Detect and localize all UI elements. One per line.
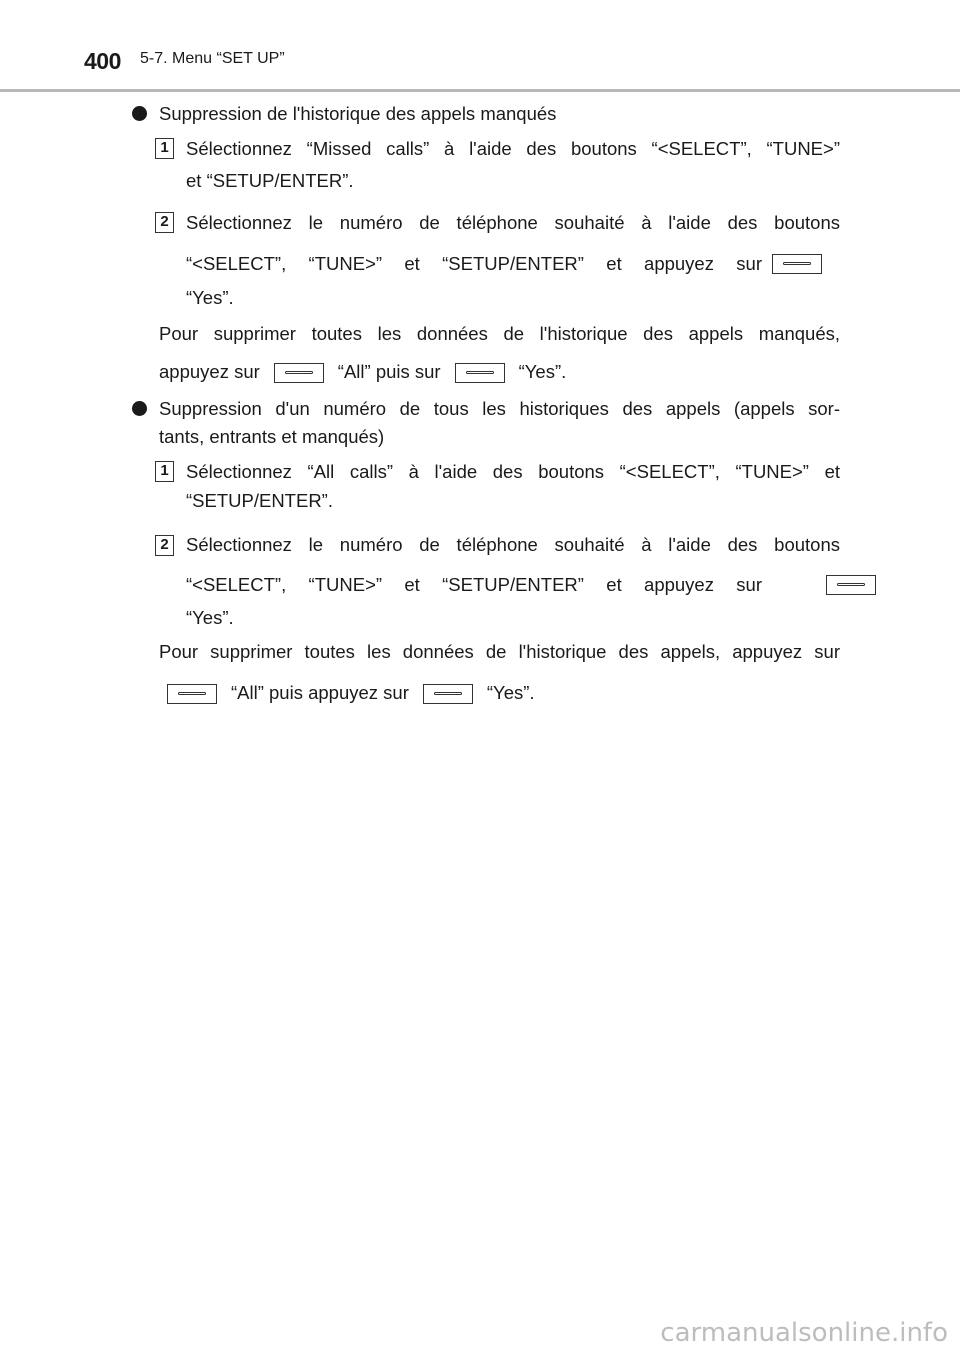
button-symbol-icon xyxy=(455,363,505,383)
note-text: “All” puis appuyez sur “Yes”. xyxy=(159,677,535,709)
step-text: Sélectionnez le numéro de téléphone souhaité à l'aide des boutons xyxy=(186,534,840,555)
bullet-icon xyxy=(132,401,147,416)
button-symbol-icon xyxy=(826,575,876,595)
page-number: 400 xyxy=(84,48,121,74)
step-text: “Yes”. xyxy=(186,287,234,308)
step-text: “SETUP/ENTER”. xyxy=(186,490,333,511)
step-text: Sélectionnez “All calls” à l'aide des boutons “<SELECT”, “TUNE>” et xyxy=(186,461,840,482)
step-text: “<SELECT”, “TUNE>” et “SETUP/ENTER” et appuyez sur xyxy=(186,574,762,595)
section-heading: Suppression de l'historique des appels manqués xyxy=(159,103,557,124)
step-text: Sélectionnez “Missed calls” à l'aide des boutons “<SELECT”, “TUNE>” xyxy=(186,138,840,159)
step-text: et “SETUP/ENTER”. xyxy=(186,170,354,191)
section-title: 5-7. Menu “SET UP” xyxy=(140,50,285,67)
button-symbol-icon xyxy=(423,684,473,704)
button-symbol-icon xyxy=(167,684,217,704)
page-header xyxy=(0,0,960,92)
step-text: “Yes”. xyxy=(186,607,234,628)
button-symbol-icon xyxy=(772,254,822,274)
header-divider xyxy=(0,89,960,92)
step-number-badge: 2 xyxy=(155,535,174,556)
note-text: appuyez sur “All” puis sur “Yes”. xyxy=(159,361,567,382)
bullet-icon xyxy=(132,106,147,121)
step-text: “<SELECT”, “TUNE>” et “SETUP/ENTER” et appuyez sur xyxy=(186,253,762,274)
note-text: Pour supprimer toutes les données de l'historique des appels manqués, xyxy=(159,323,840,344)
section-heading: Suppression d'un numéro de tous les historiques des appels (appels sor- xyxy=(159,398,840,419)
watermark: carmanualsonline.info xyxy=(660,1318,948,1348)
step-number-badge: 1 xyxy=(155,461,174,482)
button-symbol-icon xyxy=(274,363,324,383)
section-heading: tants, entrants et manqués) xyxy=(159,426,385,447)
step-number-badge: 1 xyxy=(155,138,174,159)
step-text: Sélectionnez le numéro de téléphone souhaité à l'aide des boutons xyxy=(186,212,840,233)
step-number-badge: 2 xyxy=(155,212,174,233)
note-text: Pour supprimer toutes les données de l'historique des appels, appuyez sur xyxy=(159,641,840,662)
